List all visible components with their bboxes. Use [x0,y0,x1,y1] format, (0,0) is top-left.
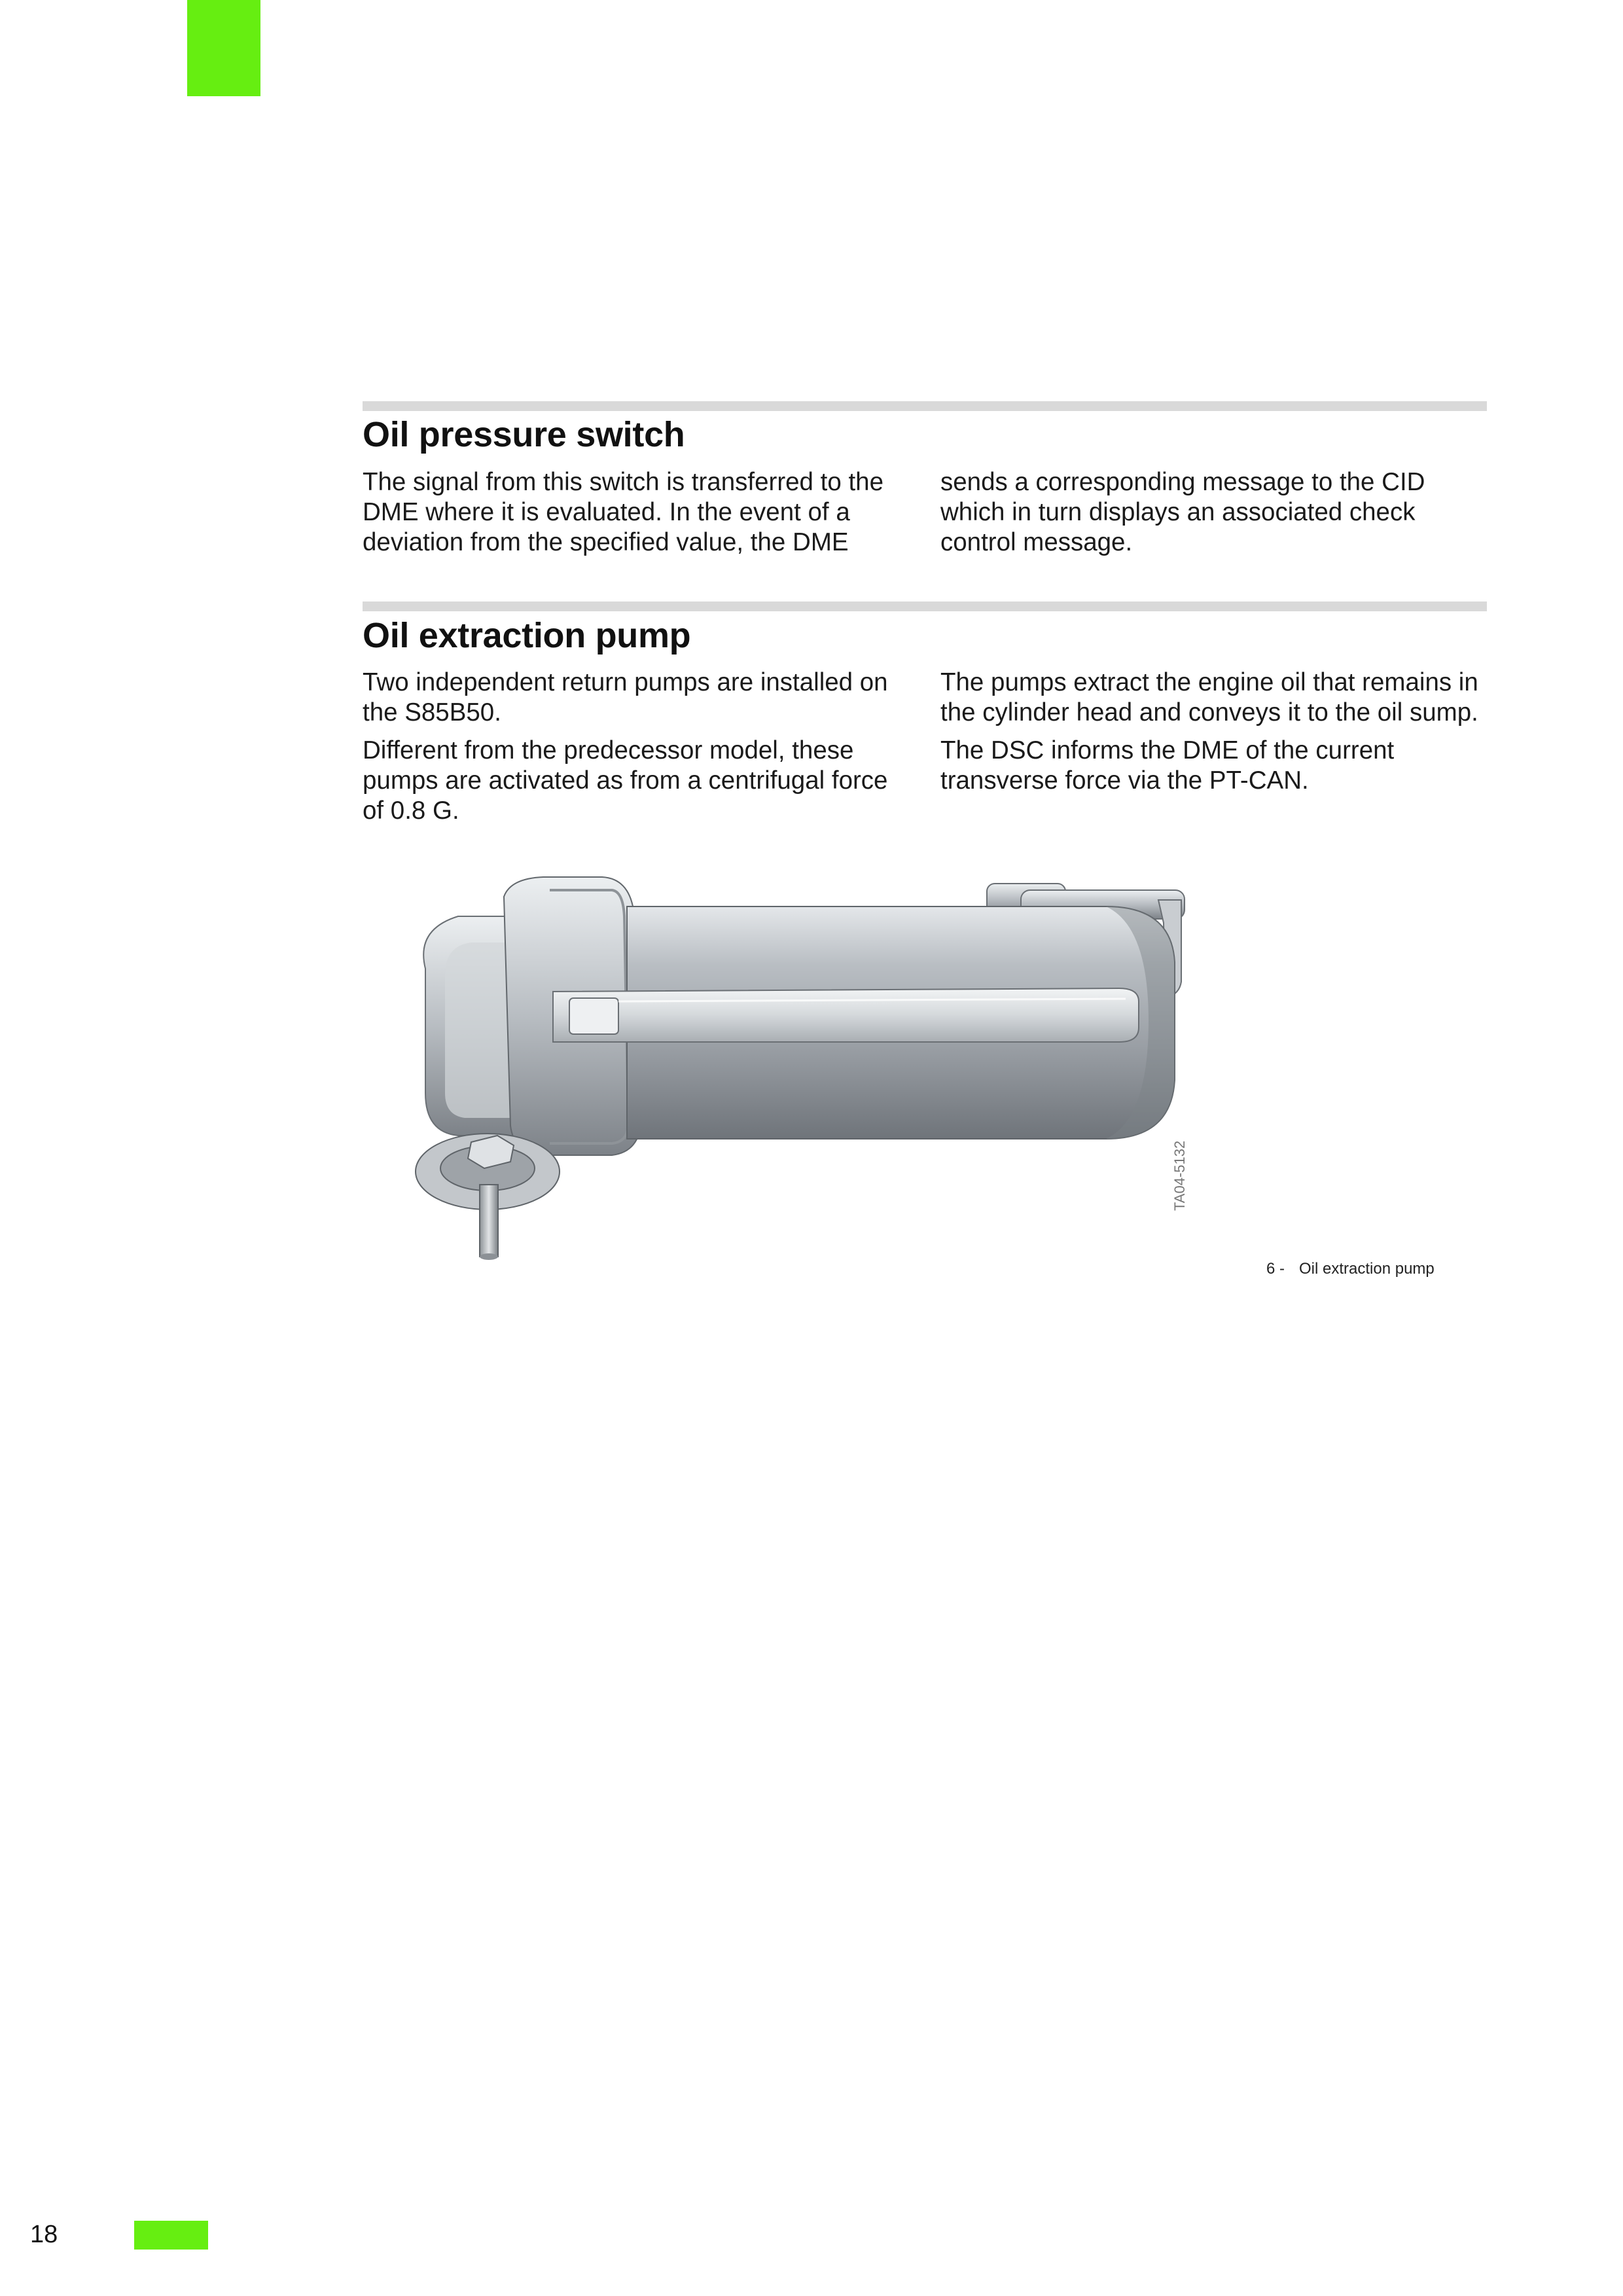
page-number: 18 [30,2221,58,2248]
paragraph: The signal from this switch is transferred to the DME where it is evaluated. In the event of a deviation from the specified value, the DME [363,468,883,556]
paragraph: The pumps extract the engine oil that remains in the cylinder head and conveys it to the oil sump. [940,668,1478,726]
figure-caption [1266,1259,1435,1279]
figure-reference-id: TA04-5132 [1171,1140,1188,1211]
section-heading: Oil extraction pump [363,616,691,655]
text-column-left [363,668,912,834]
mounting-bolt [416,1134,560,1260]
section-tab-marker [187,0,260,96]
oil-extraction-pump-illustration [353,870,1217,1289]
text-column-right [940,467,1490,565]
paragraph: sends a corresponding message to the CID which in turn displays an associated check control message. [940,468,1425,556]
caption-number: 6 - [1266,1260,1285,1278]
retaining-clip [553,988,1139,1042]
text-column-left [363,467,912,565]
page-tab-marker [134,2221,208,2250]
text-column-right [940,668,1490,804]
paragraph: The DSC informs the DME of the current transverse force via the PT-CAN. [940,736,1395,795]
section-divider [363,601,1487,611]
section-heading: Oil pressure switch [363,415,685,454]
section-divider [363,401,1487,411]
paragraph: Different from the predecessor model, these pumps are activated as from a centrifugal force of 0.8 G. [363,736,888,825]
paragraph: Two independent return pumps are installed on the S85B50. [363,668,888,726]
caption-text: Oil extraction pump [1299,1260,1435,1278]
